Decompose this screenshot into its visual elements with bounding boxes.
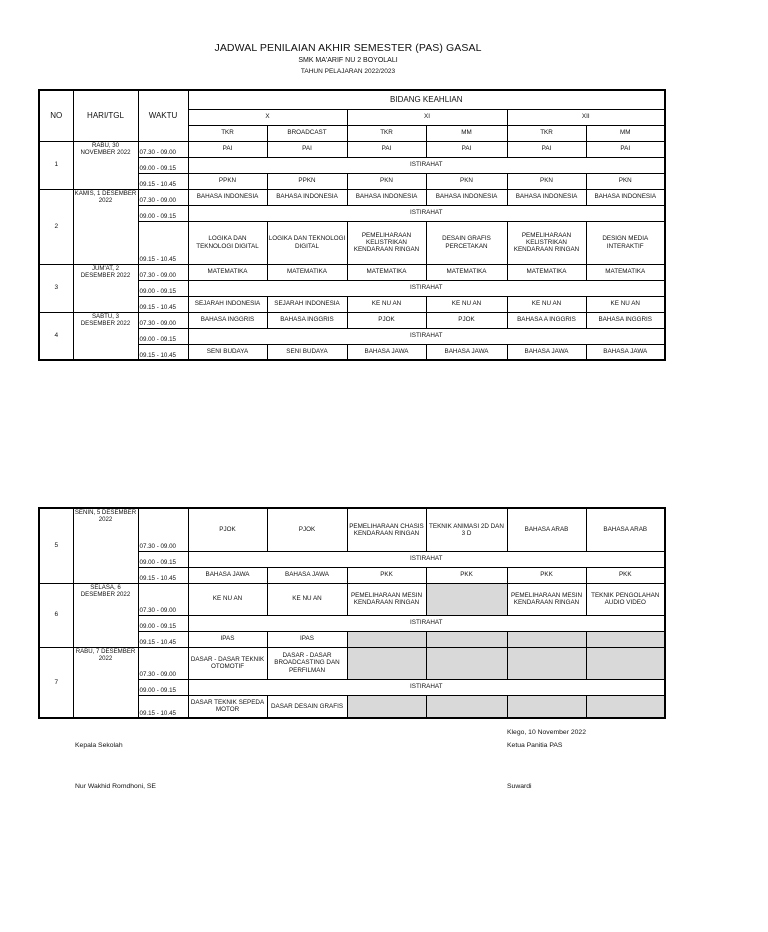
subject-cell: BAHASA INDONESIA [507, 189, 586, 205]
time-slot: 09.00 - 09.15 [138, 157, 188, 173]
empty-cell [586, 695, 665, 718]
subject-cell: PAI [507, 141, 586, 157]
time-slot: 09.15 - 10.45 [138, 631, 188, 647]
header-xi-mm: MM [426, 125, 507, 141]
time-slot: 09.15 - 10.45 [138, 567, 188, 583]
empty-cell [507, 695, 586, 718]
subject-cell: KE NU AN [347, 296, 426, 312]
subject-cell: DESIGN MEDIA INTERAKTIF [586, 221, 665, 264]
time-slot: 09.00 - 09.15 [138, 280, 188, 296]
time-slot: 07.30 - 09.00 [138, 508, 188, 551]
break-cell: ISTIRAHAT [188, 280, 665, 296]
time-slot: 07.30 - 09.00 [138, 264, 188, 280]
day-date: SELASA, 6 DESEMBER 2022 [73, 583, 138, 647]
time-slot: 07.30 - 09.00 [138, 141, 188, 157]
subject-cell: BAHASA JAWA [347, 344, 426, 360]
subject-cell: PJOK [426, 312, 507, 328]
subject-cell: MATEMATIKA [267, 264, 347, 280]
time-slot: 09.15 - 10.45 [138, 695, 188, 718]
subject-cell: PAI [267, 141, 347, 157]
subject-cell: PKN [347, 173, 426, 189]
subject-cell: PEMELIHARAAN CHASIS KENDARAAN RINGAN [347, 508, 426, 551]
table-row [39, 647, 665, 679]
table-row [39, 264, 665, 280]
subject-cell: BAHASA JAWA [267, 567, 347, 583]
empty-cell [426, 695, 507, 718]
table-row [39, 583, 665, 615]
subject-cell: LOGIKA DAN TEKNOLOGI DIGITAL [188, 221, 267, 264]
subject-cell: BAHASA INDONESIA [347, 189, 426, 205]
empty-cell [347, 695, 426, 718]
empty-cell [347, 647, 426, 679]
day-date: SABTU, 3 DESEMBER 2022 [73, 312, 138, 360]
subject-cell: KE NU AN [586, 296, 665, 312]
subject-cell: PEMELIHARAAN MESIN KENDARAAN RINGAN [347, 583, 426, 615]
time-slot: 09.00 - 09.15 [138, 679, 188, 695]
place-date: Klego, 10 November 2022 [507, 729, 586, 736]
subject-cell: DASAR - DASAR TEKNIK OTOMOTIF [188, 647, 267, 679]
header-xii-tkr: TKR [507, 125, 586, 141]
subject-cell: PPKN [188, 173, 267, 189]
empty-cell [586, 647, 665, 679]
break-cell: ISTIRAHAT [188, 205, 665, 221]
subject-cell: KE NU AN [188, 583, 267, 615]
day-date: RABU, 7 DESEMBER 2022 [73, 647, 138, 718]
empty-cell [507, 631, 586, 647]
header-time: WAKTU [138, 90, 188, 141]
subject-cell: DASAR TEKNIK SEPEDA MOTOR [188, 695, 267, 718]
subject-cell: PEMELIHARAAN KELISTRIKAN KENDARAAN RINGAN [347, 221, 426, 264]
time-slot: 09.00 - 09.15 [138, 205, 188, 221]
schedule-table-top [38, 89, 666, 361]
subject-cell: IPAS [188, 631, 267, 647]
subject-cell: PEMELIHARAAN MESIN KENDARAAN RINGAN [507, 583, 586, 615]
table-row [39, 141, 665, 157]
subject-cell: MATEMATIKA [507, 264, 586, 280]
subject-cell: PAI [188, 141, 267, 157]
subject-cell: PJOK [347, 312, 426, 328]
school-name: SMK MA'ARIF NU 2 BOYOLALI [298, 57, 398, 64]
day-number: 1 [39, 141, 73, 189]
header-grade-x: X [188, 109, 347, 125]
subject-cell: BAHASA INGGRIS [267, 312, 347, 328]
subject-cell: BAHASA INGGRIS [586, 312, 665, 328]
time-slot: 07.30 - 09.00 [138, 647, 188, 679]
subject-cell: SENI BUDAYA [188, 344, 267, 360]
time-slot: 09.15 - 10.45 [138, 173, 188, 189]
time-slot: 09.15 - 10.45 [138, 221, 188, 264]
subject-cell: BAHASA INDONESIA [267, 189, 347, 205]
time-slot: 09.15 - 10.45 [138, 296, 188, 312]
subject-cell: BAHASA JAWA [507, 344, 586, 360]
table-row [39, 189, 665, 205]
day-date: JUM'AT, 2 DESEMBER 2022 [73, 264, 138, 312]
subject-cell: BAHASA INGGRIS [188, 312, 267, 328]
empty-cell [586, 631, 665, 647]
subject-cell: PKK [426, 567, 507, 583]
subject-cell: BAHASA JAWA [426, 344, 507, 360]
committee-role: Ketua Panitia PAS [507, 742, 563, 749]
subject-cell: BAHASA A INGGRIS [507, 312, 586, 328]
header-no: NO [39, 90, 73, 141]
subject-cell: SEJARAH INDONESIA [188, 296, 267, 312]
subject-cell: TEKNIK ANIMASI 2D DAN 3 D [426, 508, 507, 551]
subject-cell: DASAR - DASAR BROADCASTING DAN PERFILMAN [267, 647, 347, 679]
subject-cell: PKK [347, 567, 426, 583]
subject-cell: BAHASA ARAB [507, 508, 586, 551]
schedule-table-bottom [38, 507, 666, 719]
day-number: 4 [39, 312, 73, 360]
subject-cell: BAHASA INDONESIA [188, 189, 267, 205]
subject-cell: KE NU AN [507, 296, 586, 312]
empty-cell [426, 631, 507, 647]
header-grade-xi: XI [347, 109, 507, 125]
header-xi-tkr: TKR [347, 125, 426, 141]
subject-cell: BAHASA JAWA [586, 344, 665, 360]
day-number: 3 [39, 264, 73, 312]
time-slot: 09.00 - 09.15 [138, 615, 188, 631]
subject-cell: IPAS [267, 631, 347, 647]
day-date: RABU, 30 NOVEMBER 2022 [73, 141, 138, 189]
subject-cell: SEJARAH INDONESIA [267, 296, 347, 312]
header-field: BIDANG KEAHLIAN [188, 90, 665, 109]
time-slot: 09.15 - 10.45 [138, 344, 188, 360]
principal-role: Kepala Sekolah [75, 742, 123, 749]
subject-cell: PKK [507, 567, 586, 583]
academic-year: TAHUN PELAJARAN 2022/2023 [300, 68, 396, 75]
subject-cell: LOGIKA DAN TEKNOLOGI DIGITAL [267, 221, 347, 264]
committee-name: Suwardi [507, 783, 532, 790]
break-cell: ISTIRAHAT [188, 157, 665, 173]
day-number: 6 [39, 583, 73, 647]
subject-cell: BAHASA INDONESIA [426, 189, 507, 205]
subject-cell: PKK [586, 567, 665, 583]
empty-cell [507, 647, 586, 679]
empty-cell [426, 583, 507, 615]
subject-cell: BAHASA INDONESIA [586, 189, 665, 205]
empty-cell [426, 647, 507, 679]
subject-cell: MATEMATIKA [426, 264, 507, 280]
subject-cell: PKN [507, 173, 586, 189]
time-slot: 09.00 - 09.15 [138, 551, 188, 567]
subject-cell: MATEMATIKA [586, 264, 665, 280]
header-grade-xii: XII [507, 109, 665, 125]
subject-cell: PAI [347, 141, 426, 157]
subject-cell: PAI [426, 141, 507, 157]
subject-cell: TEKNIK PENGOLAHAN AUDIO VIDEO [586, 583, 665, 615]
subject-cell: MATEMATIKA [347, 264, 426, 280]
day-date: KAMIS, 1 DESEMBER 2022 [73, 189, 138, 264]
break-cell: ISTIRAHAT [188, 551, 665, 567]
subject-cell: KE NU AN [267, 583, 347, 615]
day-number: 5 [39, 508, 73, 583]
table-row [39, 312, 665, 328]
subject-cell: MATEMATIKA [188, 264, 267, 280]
subject-cell: PEMELIHARAAN KELISTRIKAN KENDARAAN RINGAN [507, 221, 586, 264]
subject-cell: PKN [586, 173, 665, 189]
subject-cell: SENI BUDAYA [267, 344, 347, 360]
subject-cell: PKN [426, 173, 507, 189]
subject-cell: DESAIN GRAFIS PERCETAKAN [426, 221, 507, 264]
time-slot: 07.30 - 09.00 [138, 583, 188, 615]
day-number: 7 [39, 647, 73, 718]
subject-cell: PJOK [267, 508, 347, 551]
subject-cell: PJOK [188, 508, 267, 551]
time-slot: 07.30 - 09.00 [138, 312, 188, 328]
principal-name: Nur Wakhid Romdhoni, SE [75, 783, 156, 790]
subject-cell: BAHASA ARAB [586, 508, 665, 551]
subject-cell: BAHASA JAWA [188, 567, 267, 583]
day-date: SENIN, 5 DESEMBER 2022 [73, 508, 138, 583]
day-number: 2 [39, 189, 73, 264]
empty-cell [347, 631, 426, 647]
header-xii-mm: MM [586, 125, 665, 141]
document-title: JADWAL PENILAIAN AKHIR SEMESTER (PAS) GASAL [214, 42, 482, 54]
header-x-tkr: TKR [188, 125, 267, 141]
time-slot: 07.30 - 09.00 [138, 189, 188, 205]
header-x-broadcast: BROADCAST [267, 125, 347, 141]
time-slot: 09.00 - 09.15 [138, 328, 188, 344]
header-day: HARI/TGL [73, 90, 138, 141]
break-cell: ISTIRAHAT [188, 615, 665, 631]
subject-cell: KE NU AN [426, 296, 507, 312]
subject-cell: PPKN [267, 173, 347, 189]
subject-cell: DASAR DESAIN GRAFIS [267, 695, 347, 718]
subject-cell: PAI [586, 141, 665, 157]
break-cell: ISTIRAHAT [188, 679, 665, 695]
break-cell: ISTIRAHAT [188, 328, 665, 344]
table-row [39, 508, 665, 551]
